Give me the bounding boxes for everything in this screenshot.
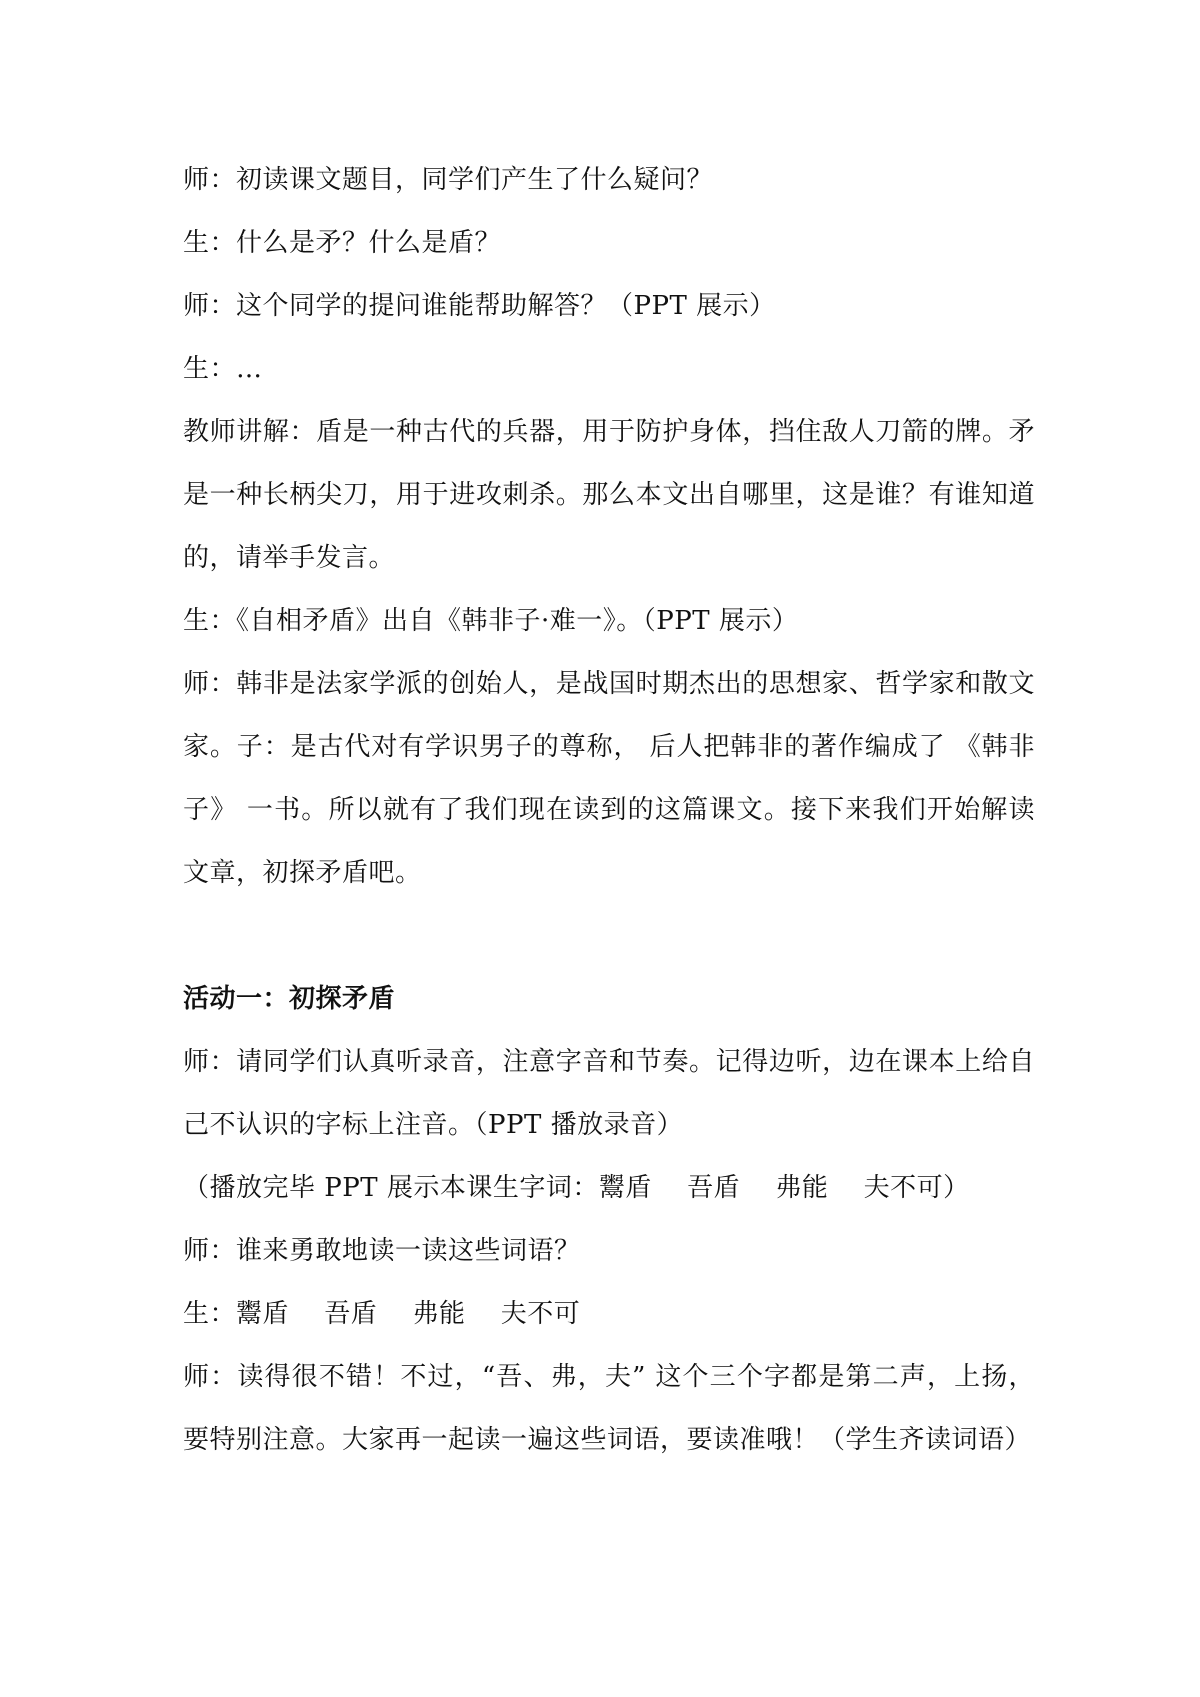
paragraph: 生：鬻盾 吾盾 弗能 夫不可 <box>183 1299 581 1329</box>
paragraph: 生：… <box>183 354 263 384</box>
paragraph: 师：这个同学的提问谁能帮助解答？（PPT 展示） <box>183 291 776 321</box>
paragraph: 师：初读课文题目，同学们产生了什么疑问？ <box>183 165 714 195</box>
paragraph: 师：谁来勇敢地读一读这些词语？ <box>183 1236 581 1266</box>
section-heading: 活动一：初探矛盾 <box>183 984 396 1014</box>
paragraph: 教师讲解：盾是一种古代的兵器，用于防护身体，挡住敌人刀箭的牌。矛是一种长柄尖刀，用于进攻刺杀。那么本文出自哪里，这是谁？有谁知道的，请举手发言。 <box>183 417 1035 573</box>
paragraph: 师：韩非是法家学派的创始人，是战国时期杰出的思想家、哲学家和散文家。子：是古代对有学识男子的尊称， 后人把韩非的著作编成了 《韩非子》 一书。所以就有了我们现在读到的这篇课文。接下来我们开始解读文章，初探矛盾吧。 <box>183 669 1035 888</box>
document-body <box>183 149 1035 1472</box>
section-spacer <box>183 905 1035 968</box>
paragraph: 生：《自相矛盾》出自《韩非子·难一》。（PPT 展示） <box>183 606 799 636</box>
paragraph: 师：读得很不错！不过，“吾、弗，夫” 这个三个字都是第二声，上扬，要特别注意。大家再一起读一遍这些词语，要读准哦！（学生齐读词语） <box>183 1362 1035 1455</box>
paragraph: （播放完毕 PPT 展示本课生字词：鬻盾 吾盾 弗能 夫不可） <box>183 1173 970 1203</box>
paragraph: 生：什么是矛？什么是盾？ <box>183 228 502 258</box>
paragraph: 师：请同学们认真听录音，注意字音和节奏。记得边听，边在课本上给自己不认识的字标上注音。（PPT 播放录音） <box>183 1047 1035 1140</box>
